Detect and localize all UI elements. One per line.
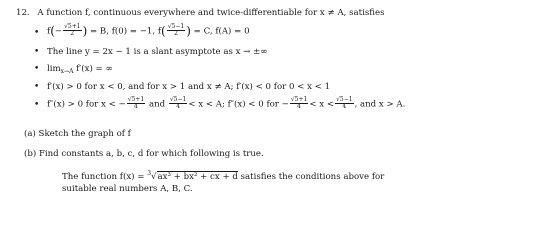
fraction: $\frac{√5-1}{2}$ <box>167 23 185 38</box>
bullet-1: • <box>34 28 40 38</box>
problem-intro: A function f, continuous everywhere and twice-differentiable for x ≠ A, satisfies <box>37 8 385 18</box>
fraction: $\frac{√5-1}{4}$ <box>169 96 187 111</box>
problem-number: 12. <box>16 8 30 18</box>
bullet-3: • <box>34 64 40 74</box>
condition-2: The line y = 2x − 1 is a slant asymptote as x → ±∞ <box>47 47 268 57</box>
part-a: (a) Sketch the graph of f <box>24 129 131 139</box>
fraction: $\frac{√5+1}{2}$ <box>64 23 81 38</box>
part-b: (b) Find constants a, b, c, d for which following is true. <box>24 149 264 159</box>
fraction: $\frac{√5-1}{4}$ <box>336 96 353 111</box>
fraction: $\frac{√5+1}{4}$ <box>127 96 145 111</box>
fraction: $\frac{√5+1}{4}$ <box>290 96 308 111</box>
part-b-statement: The function f(x) = $^3$√ax³ + bx² + cx + d satisfies the conditions above for <box>62 170 385 182</box>
condition-1: f(− $\frac{√5+1}{2}$ ) = B, f(0) = −1, f( $\frac{√5-1}{2}$ ) = C, f(A) = 0 <box>47 23 250 38</box>
condition-4: f′(x) > 0 for x < 0, and for x > 1 and x ≠ A; f′(x) < 0 for 0 < x < 1 <box>47 82 331 92</box>
bullet-2: • <box>34 47 40 57</box>
bullet-4: • <box>34 82 40 92</box>
condition-3: $\lim_{x\to A} f'(x)$ = ∞ <box>47 64 113 75</box>
problem-header <box>16 9 384 18</box>
cube-root: $^3$√ax³ + bx² + cx + d <box>147 170 238 182</box>
condition-5: f″(x) > 0 for x < − $\frac{√5+1}{4}$ and $\frac{√5-1}{4}$ < x < A; f″(x) < 0 for − $\frac{√5+1}{4}$ < x < $\frac{√5-1}{4}$ , and x > A. <box>47 96 406 111</box>
bullet-5: • <box>34 100 40 110</box>
part-b-statement-cont: suitable real numbers A, B, C. <box>62 184 193 194</box>
